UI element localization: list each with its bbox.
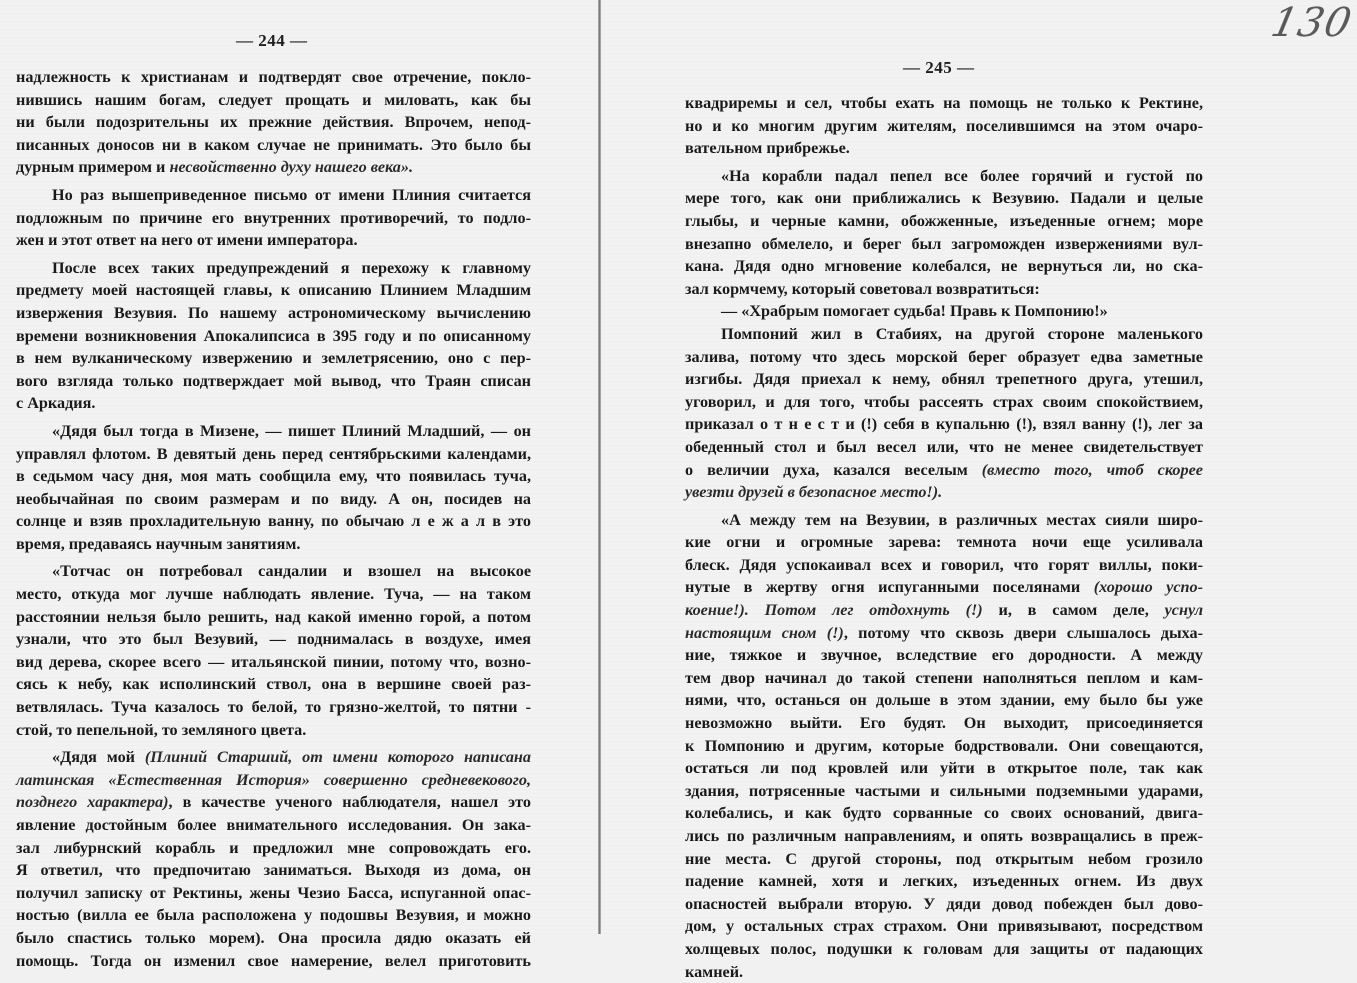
line-text: квадриремы и сел, чтобы ехать на помощь не только к Ректине, (685, 94, 1203, 112)
line-text: лись по различным направлениям, и опять возвращались в преж- (685, 827, 1203, 845)
text-line (685, 300, 1203, 323)
line-text: ние места. С другой стороны, под открытым небом грозило (685, 849, 1203, 868)
line-text: ветвлялась. Туча казалось то белой, то грязно-желтой, то пятни - (16, 698, 531, 717)
text-line (685, 233, 1203, 256)
line-text: После всех таких предупреждений я перехожу к главному (52, 258, 531, 277)
line-text: , потому что сквозь двери слышалось дыха- (843, 623, 1203, 642)
text-line (16, 184, 531, 207)
text-line (685, 622, 1203, 645)
text-line (16, 533, 531, 556)
text-line (685, 915, 1203, 938)
line-text: узнали, что это был Везувий, — поднималась в воздухе, имея (16, 630, 531, 649)
text-line (16, 392, 531, 415)
line-text: здания, потрясенные частыми и сильными подземными ударами, (685, 781, 1203, 800)
line-text: писанных доносов ни в каком случае не принимать. Это было бы (16, 135, 531, 154)
text-line (685, 391, 1203, 414)
line-text: необычайная по своим размерам и по виду. А он, посидев на (16, 489, 531, 508)
text-line (685, 346, 1203, 369)
text-line (685, 187, 1203, 210)
line-text: ностью (вилла ее была расположена у подошвы Везувия, и можно (16, 906, 531, 925)
line-text: уговорил, и для того, чтобы рассеять страх своим спокойствием, (685, 392, 1203, 411)
line-text: было спастись только морем). Она просила дядю оказать ей (16, 928, 531, 947)
line-text: тем двор начинал до такой степени наполняться пеплом и кам- (685, 668, 1203, 687)
line-text: получил записку от Ректины, жены Чезио Басса, испуганной опас- (16, 883, 531, 902)
text-line (16, 347, 531, 370)
text-line (16, 488, 531, 511)
line-text: дом, у остальных страх страхом. Они привязывают, посредством (685, 917, 1203, 936)
line-text: зал кормчему, который советовал возвратиться: (685, 279, 1040, 298)
line-text: жен и этот ответ на него от имени императора. (16, 231, 358, 250)
text-line (16, 560, 531, 583)
line-text: «Дядя был тогда в Мизене, — пишет Плиний Младший, — он (52, 421, 531, 440)
text-line (16, 111, 531, 134)
line-text: Я ответил, что предпочитаю заниматься. Выходя из дома, он (16, 861, 531, 880)
line-text: вид дерева, скорее всего — итальянской пинии, потому что, возно- (16, 652, 531, 671)
page-number-right: — 245 — (903, 58, 975, 77)
line-text: обеденный стол и был весел или, что не менее свидетельствует (685, 437, 1203, 456)
text-line (685, 644, 1203, 667)
line-text: расстоянии нельзя было решить, над какой именно горой, а потом (16, 607, 531, 626)
italic-text: настоящим сном (!) (685, 623, 844, 642)
text-line (16, 769, 531, 792)
italic-text: уснул (1164, 601, 1204, 620)
text-line (685, 115, 1203, 138)
italic-text: (хорошо успо- (1093, 578, 1203, 597)
line-text: залива, потому что здесь морской берег образует едва заметные (685, 347, 1203, 366)
line-text: мере того, как они приближались к Везувию. Падали и целые (685, 189, 1203, 208)
right-page-text (685, 92, 1203, 983)
text-line (685, 210, 1203, 233)
line-text: «А между тем на Везувии, в различных местах сияли широ- (721, 510, 1203, 529)
line-text: падение камней, хотя и легких, изъеденных огнем. Из двух (685, 872, 1203, 891)
text-line (685, 255, 1203, 278)
text-line (16, 302, 531, 325)
line-text: остаться ли под кровлей или уйти в открытое поле, так как (685, 759, 1203, 778)
line-text: о величии духа, казался веселым (685, 460, 982, 479)
text-line (685, 802, 1203, 825)
line-text: зал либурнский корабль и предложил мне сопровождать его. (16, 838, 531, 857)
line-text: сясь к небу, как исполинский ствол, она в вершине своей раз- (16, 675, 531, 694)
text-line (16, 673, 531, 696)
line-text: изгибы. Дядя приехал к нему, обнял трепетного друга, утешил, (685, 370, 1203, 389)
line-text: холщевых полос, подушки к головам для защиты от падающих (685, 939, 1203, 958)
text-line (16, 904, 531, 927)
line-text: надлежность к христианам и подтвердят свое отречение, покло- (16, 68, 531, 86)
text-line (685, 961, 1203, 983)
line-text: Помпоний жил в Стабиях, на другой стороне маленького (721, 324, 1203, 343)
line-text: дурным примером и (16, 158, 170, 177)
text-line (16, 420, 531, 443)
line-text: нившись нашим богам, следует прощать и миловать, как бы (16, 90, 531, 109)
text-line (685, 599, 1203, 622)
line-text: время, предаваясь научным занятиям. (16, 534, 301, 553)
line-text: стой, то пепельной, то земляного цвета. (16, 720, 307, 739)
line-text: с Аркадия. (16, 394, 96, 413)
line-text: извержения Везувия. По нашему астрономическому вычислению (16, 303, 531, 322)
text-line (685, 323, 1203, 346)
line-text: солнце и взяв прохладительную ванну, по обычаю л е ж а л в это (16, 512, 531, 531)
text-line (16, 443, 531, 466)
text-line (685, 509, 1203, 532)
line-text: «Дядя мой (52, 748, 145, 767)
left-page (0, 0, 598, 970)
line-text: колебались, и как будто сорванные со своих оснований, двига- (685, 804, 1203, 823)
text-line (16, 814, 531, 837)
text-line (16, 950, 531, 973)
text-line (685, 413, 1203, 436)
text-line (685, 92, 1203, 115)
line-text: приказал о т н е с т и (!) себя в купальню (!), взял ванну (!), лег за (685, 415, 1203, 434)
text-line (16, 89, 531, 112)
line-text: нями, что, останься он дольше в этом здании, ему было бы уже (685, 691, 1203, 710)
text-line (685, 689, 1203, 712)
text-line (16, 134, 531, 157)
line-text: «На корабли падал пепел все более горячий и густой по (721, 166, 1203, 185)
text-line (16, 370, 531, 393)
left-page-text (16, 66, 531, 972)
text-line (16, 719, 531, 742)
text-line (685, 893, 1203, 916)
line-text: подложным по причине его внутренних противоречий, то подло- (16, 208, 531, 227)
line-text: невозможно выйти. Его будят. Он выходит, присоединяется (685, 714, 1203, 733)
text-line (16, 791, 531, 814)
line-text: место, откуда мог лучше наблюдать явление. Туча, — на таком (16, 585, 531, 604)
text-line (685, 459, 1203, 482)
text-line (16, 229, 531, 252)
line-text: управлял флотом. В девятый день перед сентябрьскими календами, (16, 444, 531, 463)
text-line (685, 848, 1203, 871)
text-line (16, 465, 531, 488)
handwritten-folio-number: 130 (1266, 0, 1356, 46)
line-text: ние, тяжкое и звучное, вследствие его дородности. А между (685, 646, 1203, 665)
line-text: — «Храбрым помогает судьба! Правь к Помпонию!» (721, 302, 1108, 321)
text-line (16, 651, 531, 674)
text-line (685, 137, 1203, 160)
text-line (16, 927, 531, 950)
italic-text: коение!). Потом лег отдохнуть (!) (685, 601, 983, 620)
page-number-left: — 244 — (236, 31, 308, 50)
text-line (685, 938, 1203, 961)
text-line (685, 554, 1203, 577)
text-line (685, 576, 1203, 599)
text-line (16, 207, 531, 230)
line-text: , в качестве ученого наблюдателя, нашел это (168, 793, 531, 812)
text-line (16, 583, 531, 606)
text-line (685, 165, 1203, 188)
line-text: в седьмом часу дня, моя мать сообщила ему, что появилась туча, (16, 467, 531, 486)
line-text: Но раз вышеприведенное письмо от имени Плиния считается (52, 185, 531, 204)
line-text: кие огни и огромные зарева: темнота ночи еще усиливала (685, 533, 1203, 552)
right-page (601, 0, 1357, 981)
italic-text: (Плиний Старший, от имени которого написана (144, 748, 532, 767)
text-line (685, 870, 1203, 893)
line-text: нутые в жертву огня испуганными поселянами (685, 578, 1094, 597)
italic-text: позднего характера) (16, 793, 169, 812)
text-line (685, 735, 1203, 758)
italic-text: (вместо того, чтоб скорее (981, 460, 1203, 479)
line-text: глыбы, и черные камни, обожженные, изъеденные огнем; море (685, 211, 1203, 230)
text-line (16, 606, 531, 629)
text-line (685, 667, 1203, 690)
italic-text: увезти друзей в безопасное место!). (685, 483, 943, 502)
text-line (16, 859, 531, 882)
text-line (16, 257, 531, 280)
text-line (16, 696, 531, 719)
text-line (685, 825, 1203, 848)
text-line (685, 481, 1203, 504)
line-text: вого взгляда только подтверждает мой вывод, что Траян списан (16, 371, 531, 390)
line-text: опасностей выбрали вторую. У дяди довод побежден был дово- (685, 894, 1203, 913)
text-line (16, 837, 531, 860)
line-text: блеск. Дядя успокаивал всех и говорил, что горят виллы, поки- (685, 555, 1203, 574)
text-line (685, 436, 1203, 459)
text-line (685, 712, 1203, 735)
text-line (16, 510, 531, 533)
text-line (16, 628, 531, 651)
line-text: внезапно обмелело, и берег был загроможден извержениями вул- (685, 234, 1203, 253)
text-line (16, 279, 531, 302)
text-line (685, 278, 1203, 301)
text-line (685, 531, 1203, 554)
text-line (16, 156, 531, 179)
text-line (685, 780, 1203, 803)
line-text: «Тотчас он потребовал сандалии и взошел на высокое (52, 562, 531, 581)
text-line (16, 66, 531, 89)
text-line (16, 325, 531, 348)
line-text: к Помпонию и другим, которые бодрствовали. Они совещаются, (685, 736, 1203, 755)
text-line (16, 882, 531, 905)
line-text: камней. (685, 962, 744, 981)
line-text: но и ко многим другим жителям, поселившимся на этом очаро- (685, 116, 1203, 135)
italic-text: несвойственно духу нашего века». (169, 158, 414, 177)
italic-text: латинская «Естественная История» совершенно средневекового, (16, 770, 531, 789)
line-text: явление достойным более внимательного исследования. Он зака- (16, 816, 531, 834)
line-text: ни были подозрительны их прежние действия. Впрочем, непод- (16, 113, 531, 132)
line-text: в нем вулканическому извержению и землетрясению, оно с пер- (16, 349, 531, 368)
line-text: вательном прибрежье. (685, 139, 850, 158)
text-line (16, 746, 531, 769)
line-text: времени возникновения Апокалипсиса в 395 году и по описанному (16, 326, 531, 345)
line-text: предмету моей настоящей главы, к описанию Плинием Младшим (16, 281, 531, 300)
line-text: кана. Дядя одно мгновение колебался, не вернуться ли, но ска- (685, 257, 1203, 276)
line-text: и, в самом деле, (982, 601, 1165, 620)
line-text: помощь. Тогда он изменил свое намерение, велел приготовить (16, 951, 531, 970)
text-line (685, 757, 1203, 780)
text-line (685, 368, 1203, 391)
